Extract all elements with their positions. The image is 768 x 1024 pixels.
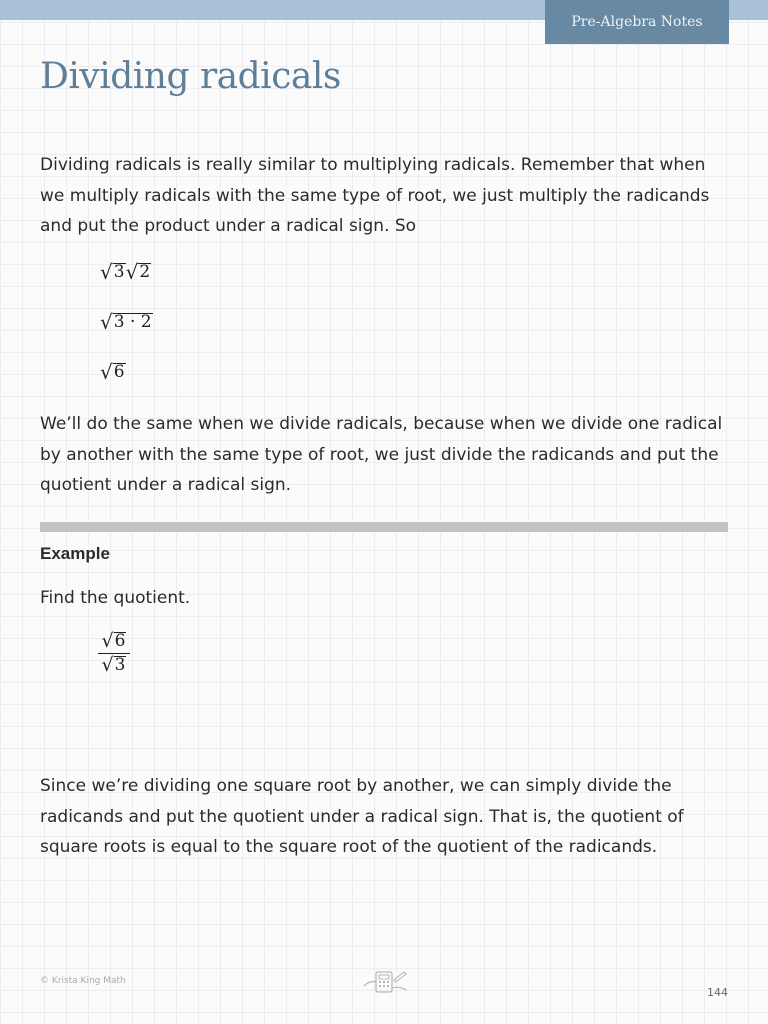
radicand: 3: [114, 655, 126, 676]
radical-sign-icon: √: [100, 360, 113, 384]
radical-sign-icon: √: [101, 654, 114, 676]
example-label: Example: [40, 544, 110, 563]
radical-expression: [126, 262, 152, 282]
section-divider: [40, 522, 728, 532]
intro-paragraph: Dividing radicals is really similar to multiplying radicals. Remember that when we multiply radicals with the same type of root, we just multiply the radicands and put the product under a radical sign. So: [40, 155, 710, 236]
followup-paragraph: We’ll do the same when we divide radicals, because when we divide one radical by another with the same type of root, we just divide the radicands and put the quotient under a radical sign.: [40, 414, 723, 495]
math-step-combined: [100, 312, 153, 334]
radical-expression: [100, 262, 126, 282]
radical-expression: [100, 312, 153, 332]
radical-sign-icon: √: [101, 630, 114, 652]
radicand: 6: [114, 631, 126, 652]
explanation-paragraph: Since we’re dividing one square root by another, we can simply divide the radicands and put the quotient under a radical sign. That is, the quotient of square roots is equal to the square root of the quotient of the radicands.: [40, 776, 684, 857]
radical-sign-icon: √: [125, 260, 139, 284]
math-step-result: [100, 362, 126, 384]
radicand: 2: [139, 262, 151, 283]
radical-sign-icon: √: [100, 260, 113, 284]
radicand: 3 · 2: [113, 312, 152, 333]
page-number: 144: [707, 986, 728, 999]
quotient-fraction: [98, 632, 130, 675]
radical-sign-icon: √: [100, 310, 113, 334]
math-step-product: [100, 262, 151, 284]
example-prompt: Find the quotient.: [40, 588, 191, 608]
copyright-text: © Krista King Math: [40, 976, 126, 986]
section-tab: [545, 0, 729, 44]
calculator-pencil-icon: [362, 968, 408, 994]
section-tab-label: Pre-Algebra Notes: [571, 14, 703, 30]
radical-expression: [100, 362, 126, 382]
page-title: Dividing radicals: [40, 56, 341, 97]
radicand: 3: [113, 262, 125, 283]
denominator: [102, 656, 127, 675]
numerator: [102, 632, 127, 651]
radicand: 6: [113, 362, 125, 383]
